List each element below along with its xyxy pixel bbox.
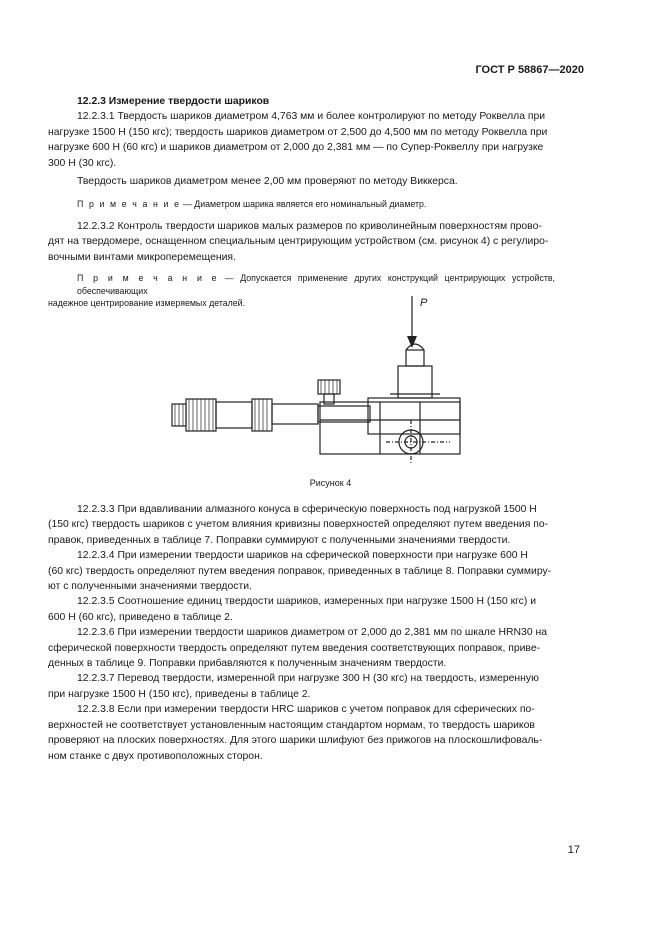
load-arrow-head	[407, 336, 417, 348]
paragraph-12-2-3-4: 12.2.3.4 При измерении твердости шариков на сферической поверхности при нагрузке 600 Н (60 кгс) твердость определяют путем введения поправок, приведенных в таблице 8. Поправки суммиру- ют с полученными значениями твердости.	[48, 550, 552, 593]
holder-block	[368, 398, 460, 434]
section-text-bottom	[48, 502, 555, 764]
base-block	[320, 402, 460, 454]
figure-caption: Рисунок 4	[309, 478, 352, 488]
standard-designation: ГОСТ Р 58867—2020	[475, 64, 584, 76]
paragraph-12-2-3-6: 12.2.3.6 При измерении твердости шариков диаметром от 2,000 до 2,381 мм по шкале HRN30 на сферической поверхности твердость определяют путем введения соответствующих поправок, приве- денных в таблице 9. Поправки прибавляются к полученным значениям твердости.	[48, 627, 548, 670]
page-number: 17	[567, 844, 580, 856]
note-2: П р и м е ч а н и е — Допускается применение других конструкций центрирующих устройств, обеспечивающих надежное центрирование измеряемых деталей.	[48, 273, 555, 309]
note-1: П р и м е ч а н и е — Диаметром шарика является его номинальный диаметр.	[77, 199, 427, 210]
paragraph-vickers: Твердость шариков диаметром менее 2,00 мм проверяют по методу Виккерса.	[77, 176, 458, 188]
load-label: P	[420, 297, 428, 309]
section-text-top	[48, 94, 555, 310]
paragraph-12-2-3-7: 12.2.3.7 Перевод твердости, измеренной при нагрузке 300 Н (30 кгс) на твердость, измеренную при нагрузке 1500 Н (150 кгс), приведены в таблице 2.	[48, 673, 539, 700]
paragraph-12-2-3-3: 12.2.3.3 При вдавливании алмазного конуса в сферическую поверхность под нагрузкой 1500 Н (150 кгс) твердость шариков с учетом влияния кривизны поверхностей определяют путем введения по- правок, приведенных в таблице 7. Поправки суммируют с полученными значениями твердости.	[48, 504, 549, 546]
micrometer-barrel	[272, 404, 318, 424]
indenter-housing	[398, 366, 432, 398]
section-heading: 12.2.3 Измерение твердости шариков	[77, 96, 270, 107]
paragraph-12-2-3-1: 12.2.3.1 Твердость шариков диаметром 4,763 мм и более контролируют по методу Роквелла при нагрузке 1500 Н (150 кгс); твердость шариков диаметром от 2,500 до 4,500 мм по методу Роквелла при нагрузке 600 Н (60 кгс) и шариков диаметром от 2,000 до 2,381 мм — по Супер-Роквеллу при нагрузке 300 Н (30 кгс).	[48, 111, 548, 169]
paragraph-12-2-3-5: 12.2.3.5 Соотношение единиц твердости шариков, измеренных при нагрузке 1500 Н (150 кгс) и 600 Н (60 кгс), приведено в таблице 2.	[48, 596, 537, 623]
figure-4-centering-device	[150, 292, 480, 472]
indenter-tip	[406, 350, 424, 366]
paragraph-12-2-3-8: 12.2.3.8 Если при измерении твердости HRC шариков с учетом поправок для сферических по- верхностей не соответствует установленным настоящим стандартом нормам, то твердость шариков проверяют на плоских поверхностях. Для этого шарики шлифуют без прижогов на плоскошлифоваль- ном станке с двух противоположных сторон.	[48, 704, 543, 762]
indenter-dome	[406, 344, 424, 350]
thimble	[216, 402, 252, 428]
paragraph-12-2-3-2: 12.2.3.2 Контроль твердости шариков малых размеров по криволинейным поверхностям прово- дят на твердомере, оснащенном специальным центрирующим устройством (см. рисунок 4) с регулиро- вочными винтами микроперемещения.	[48, 220, 549, 263]
